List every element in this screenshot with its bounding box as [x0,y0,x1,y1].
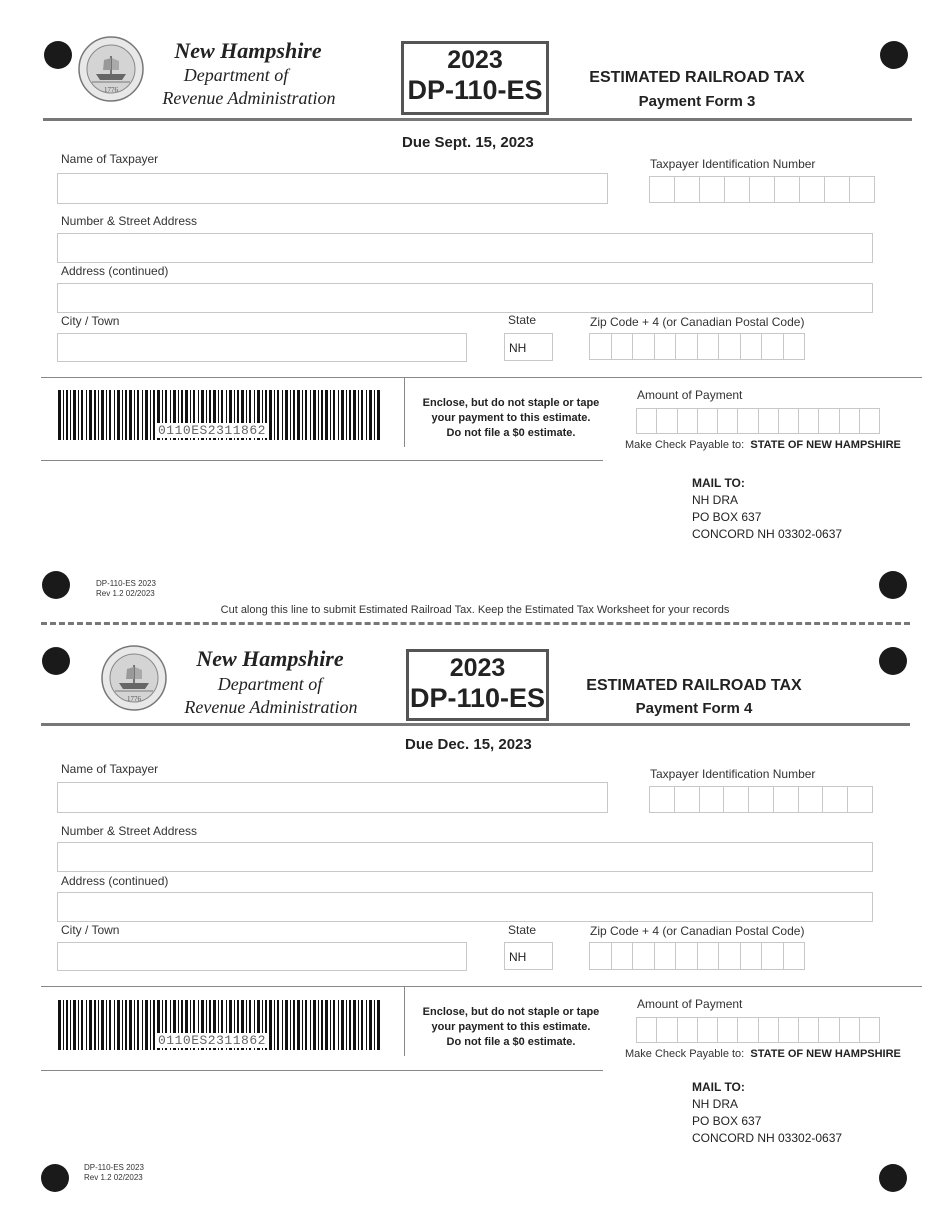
state-seal-icon [78,36,144,102]
check-payable: Make Check Payable to: STATE OF NEW HAMPSHIRE [625,1048,901,1060]
due-date: Due Dec. 15, 2023 [405,736,532,753]
punch-hole [879,1164,907,1192]
section-rule [41,1070,603,1071]
city-label: City / Town [61,923,120,937]
punch-hole [42,647,70,675]
punch-hole [879,647,907,675]
section-rule [41,986,922,987]
form-id-box [401,41,549,115]
tin-field[interactable] [649,786,873,813]
header-rule [41,723,910,726]
enclose-instructions: Enclose, but do not staple or tape your payment to this estimate. Do not file a $0 estimate. [422,397,600,439]
divider [404,378,405,447]
section-rule [41,460,603,461]
state-label: State [508,313,537,327]
state-seal-icon [101,645,167,711]
svg-text:1776: 1776 [104,86,118,94]
tin-label: Taxpayer Identification Number [650,157,816,171]
tin-label: Taxpayer Identification Number [650,767,816,781]
amount-field[interactable] [636,1017,880,1043]
form-year: 2023 [447,46,503,74]
address-continued-field[interactable] [57,283,873,313]
enclose-instructions: Enclose, but do not staple or tape your payment to this estimate. Do not file a $0 estimate. [422,1006,600,1048]
agency-name: New Hampshire [174,38,322,63]
zip-field[interactable] [589,333,805,360]
agency-name: New Hampshire [196,646,344,671]
city-label: City / Town [61,314,120,328]
svg-text:1776: 1776 [127,695,141,703]
form-year: 2023 [449,654,506,682]
taxpayer-name-label: Name of Taxpayer [61,762,159,776]
street-field[interactable] [57,842,873,872]
agency-admin: Revenue Administration [184,697,358,717]
zip-label: Zip Code + 4 (or Canadian Postal Code) [590,315,805,329]
form-id: DP-110-ES [409,683,546,713]
punch-hole [44,41,72,69]
state-field[interactable]: NH [504,333,553,361]
cut-line-instructions: Cut along this line to submit Estimated Railroad Tax. Keep the Estimated Tax Worksheet for your records [220,604,730,616]
street-label: Number & Street Address [61,214,198,228]
amount-label: Amount of Payment [637,388,743,402]
divider [404,987,405,1056]
mail-to-address: MAIL TO: NH DRA PO BOX 637 CONCORD NH 03302-0637 [692,1080,843,1145]
street-label: Number & Street Address [61,824,198,838]
zip-field[interactable] [589,942,805,970]
due-date: Due Sept. 15, 2023 [402,134,534,151]
punch-hole [42,571,70,599]
punch-hole [41,1164,69,1192]
state-field[interactable]: NH [504,942,553,970]
amount-field[interactable] [636,408,880,434]
address-continued-field[interactable] [57,892,873,922]
cut-line[interactable] [41,622,910,625]
agency-dept: Department of [217,674,323,694]
state-label: State [508,923,537,937]
footer-form-id: DP-110-ES 2023 Rev 1.2 02/2023 [96,579,156,598]
footer-form-id: DP-110-ES 2023 Rev 1.2 02/2023 [84,1163,144,1182]
city-field[interactable] [57,942,467,971]
form-title: ESTIMATED RAILROAD TAX [589,69,805,86]
taxpayer-name-label: Name of Taxpayer [61,152,159,166]
taxpayer-name-field[interactable] [57,173,608,204]
form-id: DP-110-ES [407,75,543,105]
form-subtitle: Payment Form 4 [635,700,753,717]
check-payable: Make Check Payable to: STATE OF NEW HAMPSHIRE [625,439,901,451]
form-subtitle: Payment Form 3 [638,93,756,110]
barcode-number: 0110ES2311862 [158,1033,266,1048]
zip-label: Zip Code + 4 (or Canadian Postal Code) [590,924,805,938]
punch-hole [880,41,908,69]
form-title: ESTIMATED RAILROAD TAX [586,677,802,694]
address-continued-label: Address (continued) [61,264,169,278]
agency-admin: Revenue Administration [162,88,336,108]
address-continued-label: Address (continued) [61,874,169,888]
city-field[interactable] [57,333,467,362]
section-rule [41,377,922,378]
street-field[interactable] [57,233,873,263]
amount-label: Amount of Payment [637,997,743,1011]
taxpayer-name-field[interactable] [57,782,608,813]
header-rule [43,118,912,121]
barcode-number: 0110ES2311862 [158,423,266,438]
mail-to-address: MAIL TO: NH DRA PO BOX 637 CONCORD NH 03302-0637 [692,476,843,541]
form-id-box [406,649,549,721]
agency-dept: Department of [183,65,289,85]
tin-field[interactable] [649,176,875,203]
punch-hole [879,571,907,599]
